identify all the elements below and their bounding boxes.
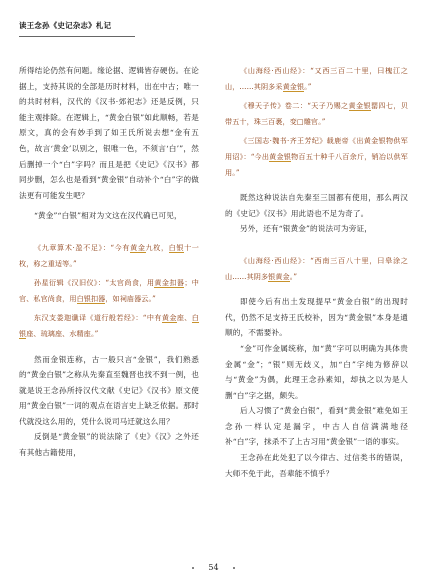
body-paragraph: 所得结论仍然有问题。缘论据、逻辑皆存硬伤。在论据上，支持其说的全部是历时材料，出在中古；唯一的共时材料，汉代的《汉书·郊祀志》还是反例，只能主观排除。在逻辑上，“黄金白银”如此顺畅，若是原文，真的会有妙手到了如王氏所说去想“金有五色，故言‘黄金’以别之，银唯一色，不须言‘白’”，然后删掉一个“白”字吗？而且是把《史记》《汉书》都同步删，怎么也是看到“黄金银”自动补个“白”字的做法更有可能发生吧？ [19, 66, 199, 200]
footer-ornament-dot [233, 567, 235, 569]
header-rule [19, 36, 135, 37]
quotation-block [225, 63, 408, 180]
highlighted-term: 白银 [168, 242, 185, 252]
quotation-text: 。” [304, 81, 312, 91]
body-paragraph: 王念孙在此处犯了以今律古、过信类书的错误，大师不免于此，吾辈能不慎乎？ [225, 453, 408, 478]
right-column [225, 63, 408, 481]
highlighted-term: 黄金 [130, 242, 146, 252]
quotation-text: 东汉支娄迦谶译《道行般若经》：“中有 [34, 313, 162, 323]
quotation-entry [225, 63, 408, 94]
body-paragraph: 后人习惯了“黄金白银”，看到“黄金银”难免如王念孙一样认定是漏字，中古人自信满满地径补“白”字，抹杀不了上古习用“黄金银”一语的事实。 [225, 406, 408, 447]
page-number: 54 [208, 563, 219, 572]
quotation-text: 物百五十种千八百余斤，销冶以供军用。” [225, 151, 408, 177]
running-header-title: 读王念孙《史记杂志》札记 [19, 21, 112, 30]
highlighted-term: 黄金扣器 [154, 278, 185, 288]
quotation-text: 座、琉璃座、水精座。” [26, 328, 99, 338]
quotation-entry [225, 253, 408, 284]
body-paragraph: 既然这种说法自先秦至三国都有使用，那么两汉的《史记》《汉书》用此语也不足为奇了。 [225, 193, 408, 218]
quotation-text: ，如祠庙器云。” [105, 293, 156, 303]
quotation-text: 《三国志·魏书·齐王芳纪》载鹿帝《出黄金银物供军用诏》：“今出 [225, 136, 408, 161]
quotation-text: 。” [289, 271, 298, 281]
body-paragraph: 然而金银连称，古一般只言“金银”，我们熟悉的“黄金白银”之称从先秦直至魏晋也找不到一例，也就是说王念孙所持汉代文献《史记》《汉书》原文使用“黄金白银”一词的观点在语言史上缺乏依据。那时代就没这么用的，凭什么说司马迁就这么用？ [19, 354, 199, 426]
highlighted-term: 白银 [19, 313, 199, 338]
body-paragraph: “黄金”“白银”相对为文这在汉代确已可见， [34, 211, 182, 221]
quotation-text: 十一枚，称之重适等。” [19, 242, 199, 268]
highlighted-term: 银黄金 [268, 271, 290, 281]
left-column [19, 63, 199, 461]
quotation-entry [225, 98, 408, 129]
quotation-block [225, 253, 408, 284]
quotation-text: ；中官、私官尚食，用 [19, 278, 199, 303]
quotation-text: 《山海经·西山经》：“西南三百八十里，曰皋涂之山……其阴多 [225, 255, 408, 281]
quotation-entry [19, 240, 199, 271]
quotation-text: 座、 [176, 313, 192, 323]
quotation-entry [19, 310, 199, 341]
highlighted-term: 黄金银 [269, 151, 292, 161]
highlighted-term: 黄金银 [282, 81, 305, 91]
highlighted-term: 黄金银 [348, 101, 371, 111]
highlighted-term: 白银扣器 [76, 293, 106, 303]
quotation-text: 罂四七，贝带五十，珠三百裹，变□雕官。” [225, 101, 408, 126]
quotation-text: 孙星衍辑《汉旧仪》：“太官尚食，用 [34, 278, 155, 288]
body-paragraph: 另外，还有“银黄金”的说法可为旁证， [240, 224, 372, 234]
body-paragraph: “金”可作金属统称，加“黄”字可以明确为具体贵金属“金”；“银”则无歧义，加“白”字纯为修辞以与“黄金”为偶，此理王念孙素知，却执之以为是人删“白”字之据，颇失。 [225, 343, 408, 400]
quotation-text: 《山海经·西山经》：“又西三百二十里，曰槐江之山，……其阴多采 [225, 66, 408, 91]
quotation-text: 《九章算术·盈不足》：“今有 [34, 242, 131, 252]
highlighted-term: 黄金 [161, 313, 177, 323]
quotation-entry [225, 133, 408, 180]
quotation-text: 《穆天子传》卷二：“天子乃赐之 [240, 101, 349, 111]
body-paragraph: 即使今后有出土发现提早“黄金白银”的出现时代，仍然不足支持王氏校补，因为“黄金银”本身是通顺的，不需要补。 [225, 297, 408, 338]
body-paragraph: 反倒是“黄金银”的说法除了《史》《汉》之外还有其他古籍使用， [19, 432, 199, 458]
quotation-entry [19, 275, 199, 306]
quotation-text: 九枚， [145, 242, 169, 252]
quotation-block [19, 240, 199, 342]
